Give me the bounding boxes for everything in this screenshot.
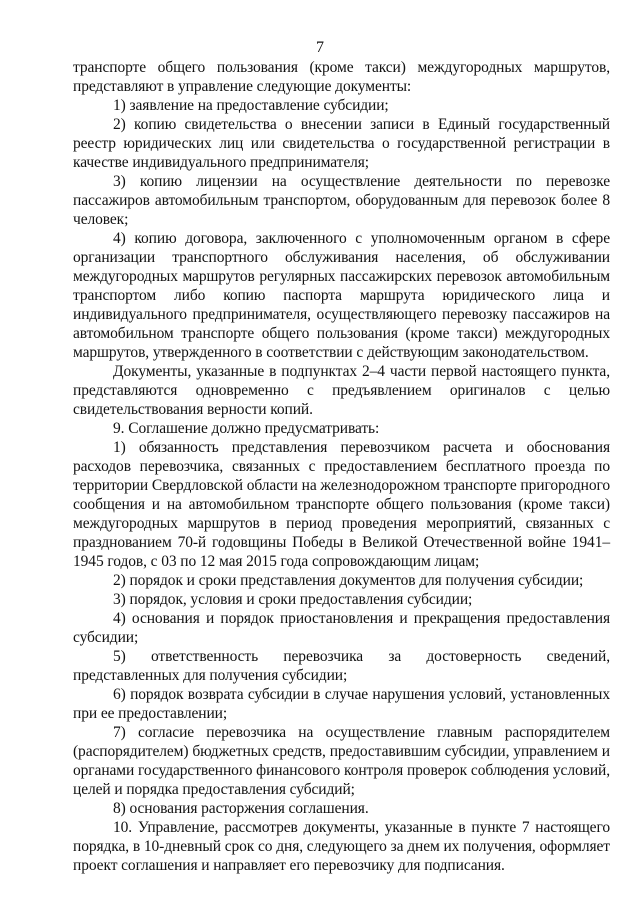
list-item-consent: 7) согласие перевозчика на осуществление главным распорядителем (распорядителем) бюджетных средств, предоставившим субсидии, управлением и органами государственного финансового контроля проверок соблюдения условий, целей и порядка предоставления субсидий;	[73, 724, 610, 798]
list-item-registration-certificate: 2) копию свидетельства о внесении записи в Единый государственный реестр юридических лиц или свидетельства о государственной регистрации в качестве индивидуального предпринимателя;	[73, 116, 610, 171]
list-item-suspension: 4) основания и порядок приостановления и прекращения предоставления субсидии;	[73, 610, 610, 646]
list-item-procedure-subsidy: 3) порядок, условия и сроки предоставления субсидии;	[113, 591, 473, 608]
list-item-application: 1) заявление на предоставление субсидии;	[113, 97, 389, 114]
list-item-license-copy: 3) копию лицензии на осуществление деятельности по перевозке пассажиров автомобильным транспортом, оборудованным для перевозок более 8 человек;	[73, 173, 610, 228]
list-item-refund: 6) порядок возврата субсидии в случае нарушения условий, установленных при ее предоставлении;	[73, 686, 610, 722]
list-item-responsibility: 5) ответственность перевозчика за достоверность сведений, представленных для получения субсидии;	[73, 648, 610, 684]
list-item-termination: 8) основания расторжения соглашения.	[113, 800, 369, 817]
section-heading-9: 9. Соглашение должно предусматривать:	[113, 420, 380, 437]
document-body	[73, 58, 610, 875]
paragraph-continuation: транспорте общего пользования (кроме такси) междугородных маршрутов, представляют в управление следующие документы:	[73, 59, 610, 95]
list-item-procedure-documents: 2) порядок и сроки представления документов для получения субсидии;	[113, 572, 584, 589]
page-number: 7	[316, 39, 324, 56]
section-paragraph-10: 10. Управление, рассмотрев документы, указанные в пункте 7 настоящего порядка, в 10-дневный срок со дня, следующего за днем их получения, оформляет проект соглашения и направляет его перевозчику для подписания.	[73, 819, 610, 874]
list-item-contract-copy: 4) копию договора, заключенного с уполномоченным органом в сфере организации транспортного обслуживания населения, об обслуживании междугородных маршрутов регулярных пассажирских перевозок автомобильным транспортом либо копию паспорта маршрута юридического лица и индивидуального предпринимателя, осуществляющего перевозку пассажиров на автомобильном транспорте общего пользования (кроме такси) междугородных маршрутов, утвержденного в соответствии с действующим законодательством.	[73, 230, 610, 361]
list-item-obligation: 1) обязанность представления перевозчиком расчета и обоснования расходов перевозчика, связанных с предоставлением бесплатного проезда по территории Свердловской области на железнодорожном транспорте пригородного сообщения и на автомобильном транспорте общего пользования (кроме такси) междугородных маршрутов в период проведения мероприятий, связанных с празднованием 70-й годовщины Победы в Великой Отечественной войне 1941–1945 годов, с 03 по 12 мая 2015 года сопровождающим лицам;	[73, 439, 610, 570]
paragraph-originals: Документы, указанные в подпунктах 2–4 части первой настоящего пункта, представляются одновременно с предъявлением оригиналов с целью свидетельствования верности копий.	[73, 363, 610, 418]
